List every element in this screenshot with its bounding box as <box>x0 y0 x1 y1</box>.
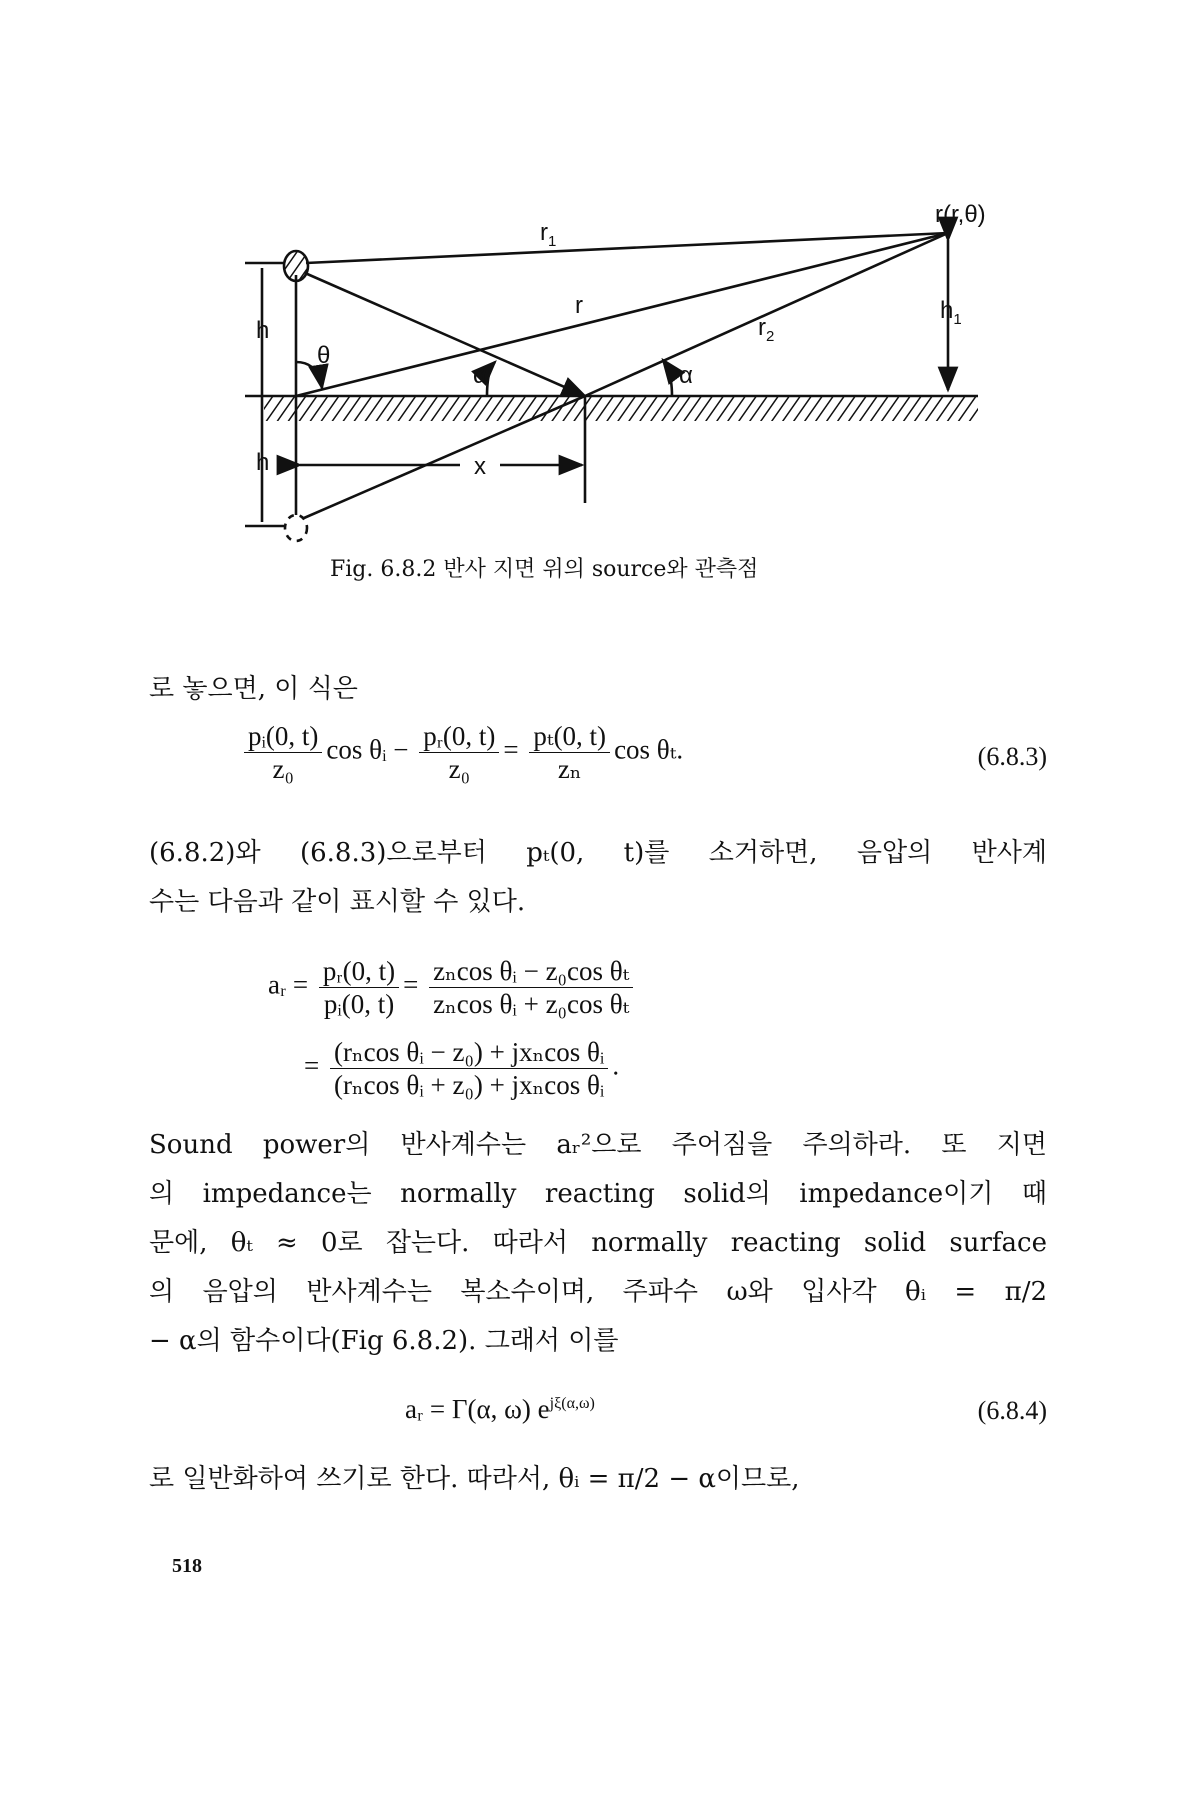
r1-label: $r_1$ <box>540 219 557 250</box>
paragraph-1-line-2: 수는 다음과 같이 표시할 수 있다. <box>149 887 526 917</box>
r1-ray <box>306 233 948 263</box>
image-source-icon <box>285 515 307 541</box>
x-label: x <box>474 453 486 480</box>
h-lower-label: h <box>256 449 270 476</box>
h-upper-label: h <box>256 317 270 344</box>
paragraph-2-line-5: − α의 함수이다(Fig 6.8.2). 그래서 이를 <box>149 1326 619 1356</box>
observer-label: r(r,θ) <box>935 201 986 228</box>
final-line: 로 일반화하여 쓰기로 한다. 따라서, θᵢ = π/2 − α이므로, <box>149 1464 800 1494</box>
r-ray <box>296 233 948 396</box>
r2-label: $r_2$ <box>758 314 775 345</box>
source-icon <box>284 251 308 281</box>
r2-ray <box>585 233 948 396</box>
reflection-coefficient-expanded: = $\frac{\text{(rₙcos θᵢ − z₀) + jxₙcos θᵢ}}{\text{(rₙcos θᵢ + z₀) + jxₙcos θᵢ}}$ . <box>304 1037 620 1100</box>
equation-number-6-8-3: (6.8.3) <box>977 742 1047 771</box>
equation-6-8-3: $\frac{\text{pᵢ(0, t)}}{\text{z₀}}$ cos θᵢ − $\frac{\text{pᵣ(0, t)}}{\text{z₀}}$ = $\frac{\text{pₜ(0, t)}}{\text{zₙ}}$ cos θₜ. <box>240 720 683 785</box>
alpha-right-label: α <box>679 362 693 389</box>
alpha-left-label: α <box>473 362 487 389</box>
ground-hatch <box>264 397 978 421</box>
paragraph-2-line-3: 문에, θₜ ≈ 0로 잡는다. 따라서 normally reacting solid surface <box>149 1228 1047 1258</box>
reflection-geometry-figure <box>0 0 1200 560</box>
paragraph-1-line-1: (6.8.2)와 (6.8.3)으로부터 pₜ(0, t)를 소거하면, 음압의 반사계 <box>149 838 1047 868</box>
paragraph-2-line-4: 의 음압의 반사계수는 복소수이며, 주파수 ω와 입사각 θᵢ = π/2 <box>149 1277 1047 1307</box>
equation-6-8-4: aᵣ = Γ(α, ω) $e^{j\xi(\alpha,\omega)}$ <box>405 1394 595 1424</box>
alpha-arc-left <box>487 362 495 396</box>
page-number: 518 <box>172 1555 202 1577</box>
intro-text: 로 놓으면, 이 식은 <box>149 674 358 704</box>
r-label: r <box>575 292 583 319</box>
theta-label: θ <box>317 342 331 369</box>
figure-caption: Fig. 6.8.2 반사 지면 위의 source와 관측점 <box>330 557 759 582</box>
equation-number-6-8-4: (6.8.4) <box>977 1396 1047 1425</box>
alpha-arc-right <box>663 360 672 396</box>
paragraph-2-line-1: Sound power의 반사계수는 aᵣ²으로 주어짐을 주의하라. 또 지면 <box>149 1130 1047 1160</box>
reflection-coefficient-equation: aᵣ = $\frac{\text{pᵣ(0, t)}}{\text{pᵢ(0, t)}}$ = $\frac{\text{zₙcos θᵢ − z₀cos θₜ}}{\text{zₙcos θᵢ + z₀cos θₜ}}$ <box>268 955 637 1020</box>
paragraph-2-line-2: 의 impedance는 normally reacting solid의 impedance이기 때 <box>149 1179 1047 1209</box>
h1-label: $h_1$ <box>940 297 962 328</box>
